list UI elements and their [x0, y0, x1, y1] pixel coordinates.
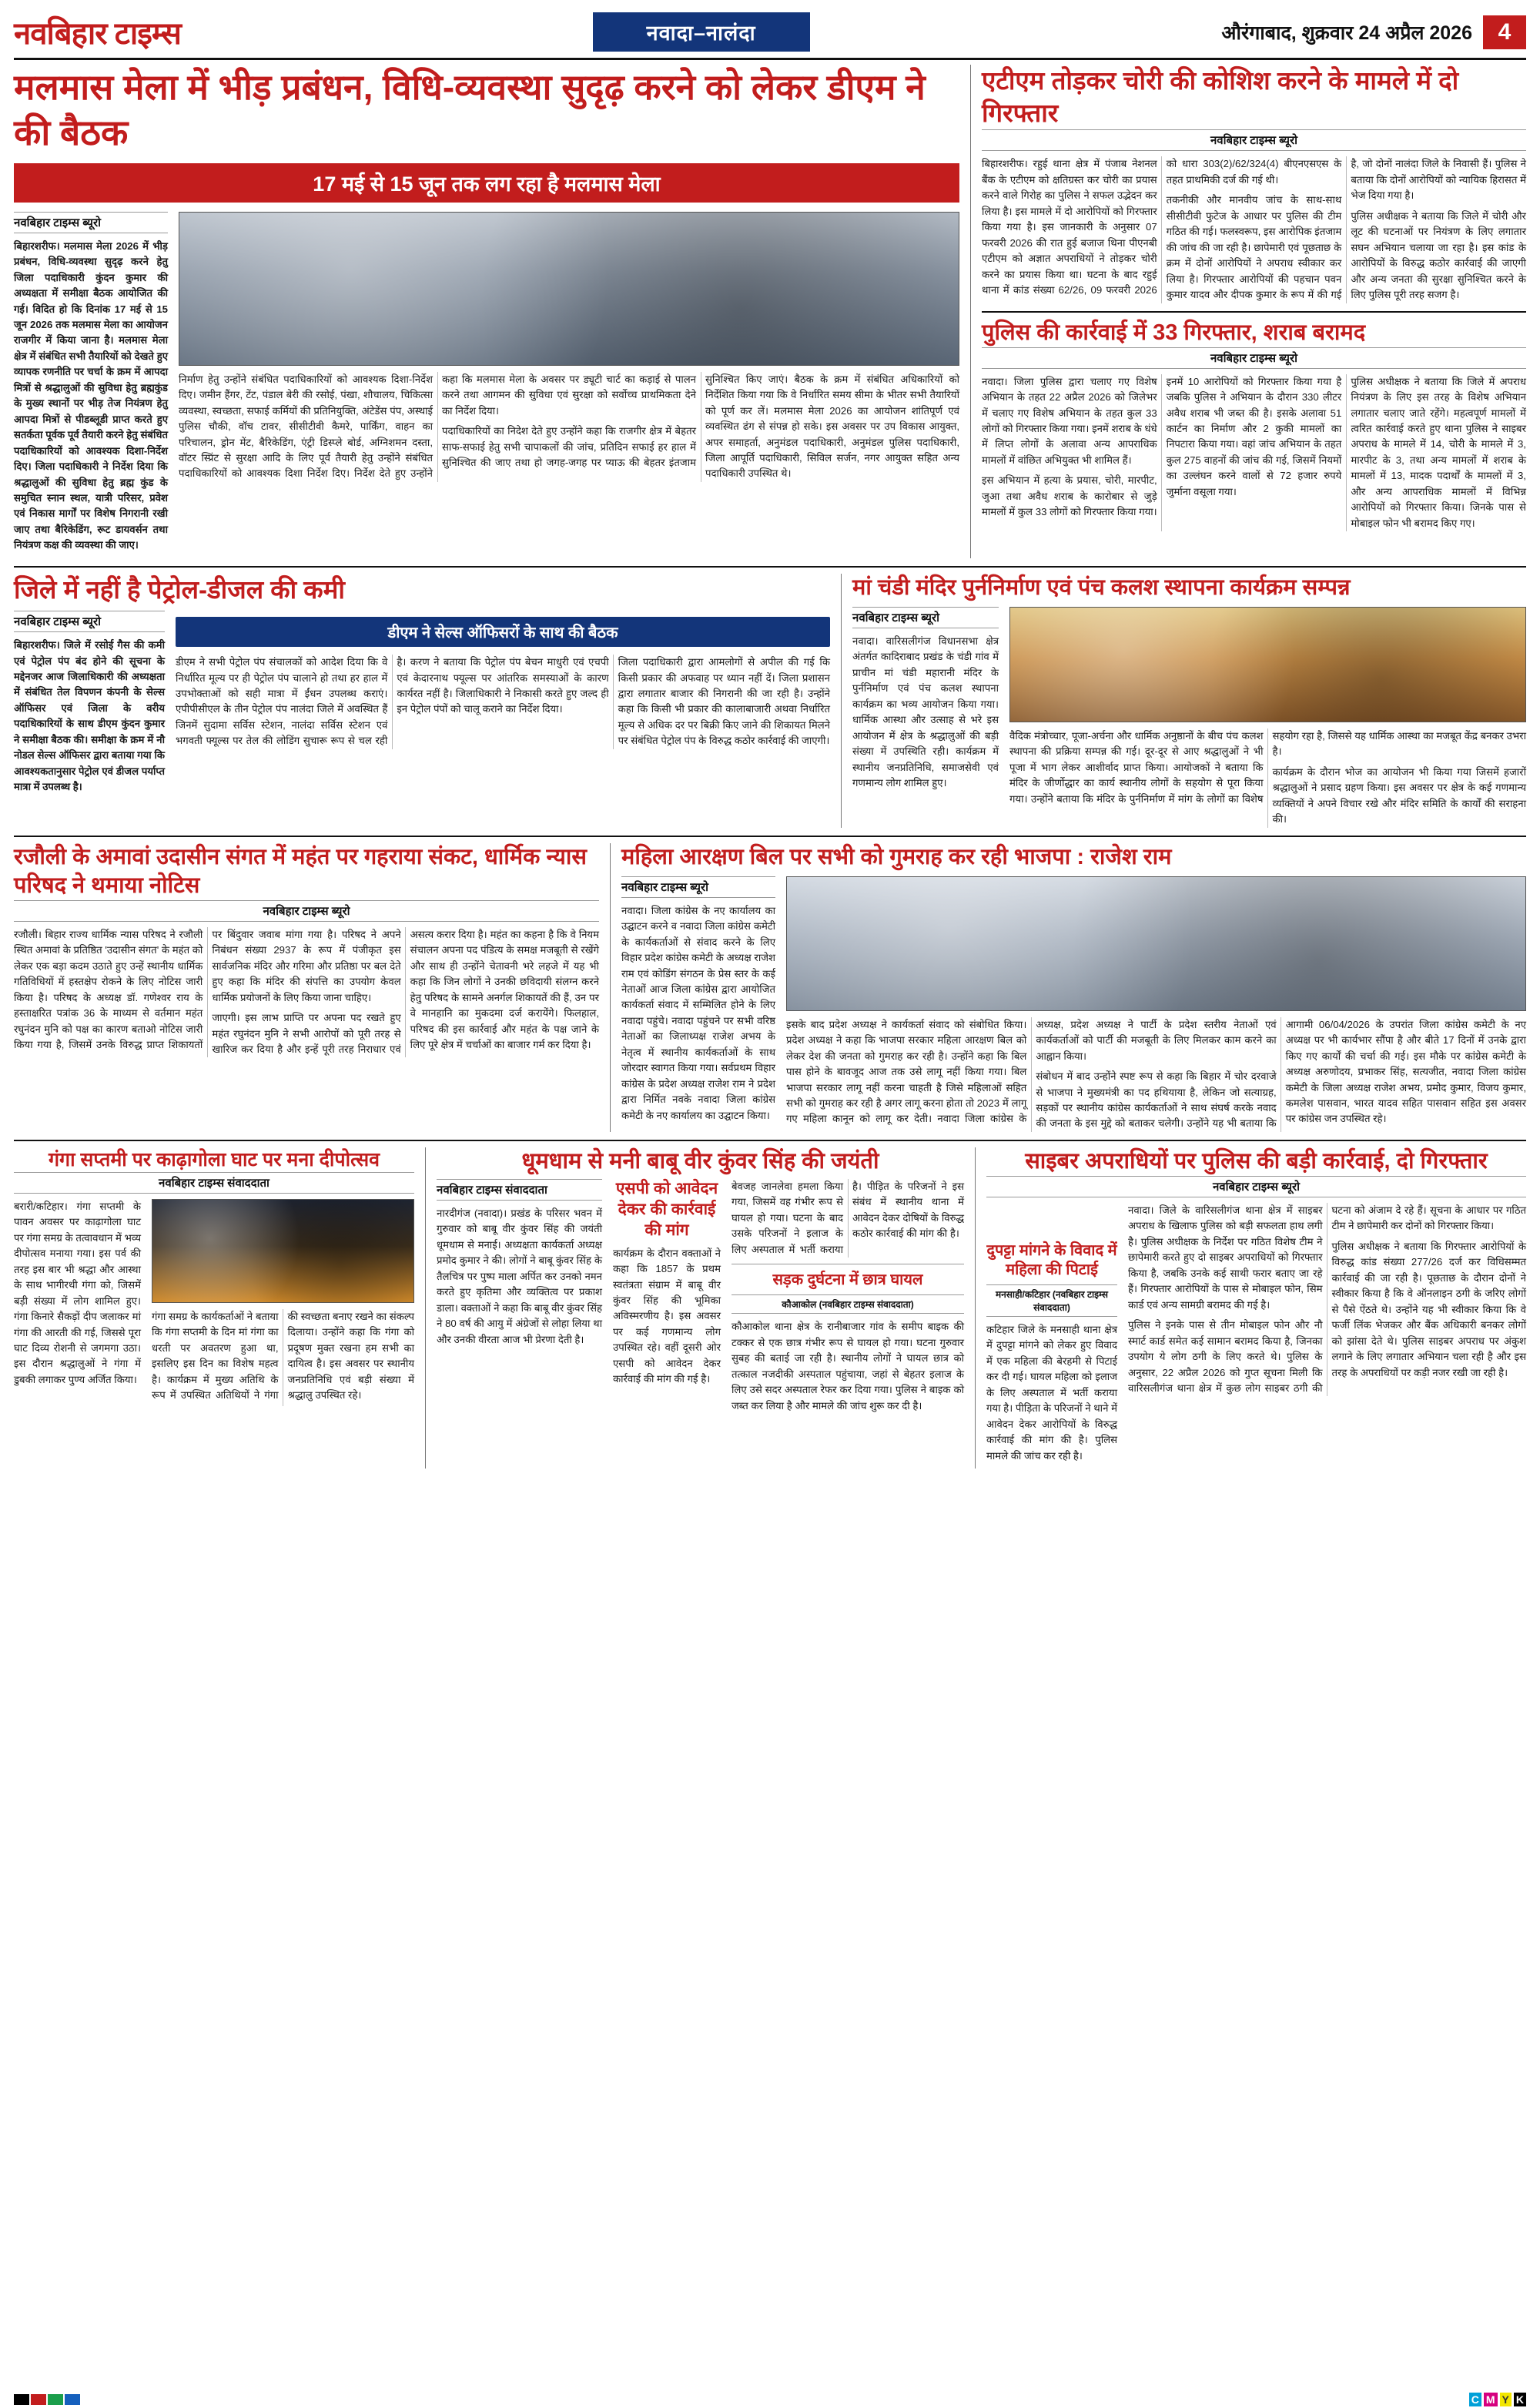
temple-story — [841, 574, 1526, 828]
petrol-col-2 — [176, 611, 830, 800]
ganga-byline: नवबिहार टाइम्स संवाददाता — [14, 1172, 414, 1194]
temple-photo — [1009, 607, 1526, 722]
babu-story — [425, 1147, 964, 1469]
temple-col-1 — [852, 607, 999, 828]
temple-para-1: नवादा। वारिसलीगंज विधानसभा क्षेत्र अंतर्गत कादिराबाद प्रखंड के चंडी गांव में प्राचीन मां चंडी महारानी मंदिर के पुर्ननिर्माण एवं पंच कलश स्थापना कार्यक्रम का भव्य आयोजन किया गया। धार्मिक आस्था और उत्साह से भरे इस आयोजन में क्षेत्र के श्रद्धालुओं की बड़ी संख्या में उपस्थिति रही। कार्यक्रम में स्थानीय जनप्रतिनिधि, समाजसेवी एवं गणमान्य लोग शामिल हुए। — [852, 635, 999, 789]
mahila-photo — [786, 876, 1526, 1011]
rajauli-body — [14, 927, 599, 1058]
dupatta-para-1: कटिहार जिले के मनसाही थाना क्षेत्र में दुपट्टा मांगने को लेकर हुए विवाद में एक महिला की बेरहमी से पिटाई कर दी गई। घायल महिला को इलाज के लिए अस्पताल में भर्ती कराया गया है। पीड़िता के परिजनों ने थाने में आवेदन देकर आरोपियों के विरुद्ध कार्रवाई की मांग की है। पुलिस मामले की जांच कर रही है। — [986, 1324, 1117, 1462]
petrol-byline: नवबिहार टाइम्स ब्यूरो — [14, 611, 165, 632]
babu-col-2 — [613, 1179, 721, 1418]
mahila-body — [786, 1017, 1526, 1132]
babu-col-1 — [437, 1179, 602, 1418]
accident-body — [732, 1319, 964, 1414]
rajauli-para-2: जाएगी। इस लाभ प्राप्ति पर अपना पद रखते हुए महंत रघुनंदन मुनि ने सभी आरोपों को पूरी तरह से खारिज कर दिया है और इन्हें पूरी तरह निराधार एवं असत्य करार दिया है। महंत का कहना है कि वे नियम संचालन अपना पद पंडित्य के समक्ष मजबूती से रखेंगे और साथ ही उन्होंने चेतावनी भरे लहजे में यह भी कहा कि जिन लोगों ने उनकी छविदायी संलग्न करने हेतु परिषद के सामने अनर्गल शिकायतें की हैं, उन पर वे मानहानि का मुकदमा दर्ज करायेंगे। फिलहाल, परिषद की इस कार्रवाई और महंत के पक्ष जाने के लिए पूरे क्षेत्र में चर्चाओं का बाजार गर्म कर दिया है। — [212, 928, 599, 1056]
petrol-inner — [14, 611, 830, 800]
dupatta-body — [986, 1322, 1117, 1464]
mahila-col-2 — [786, 876, 1526, 1132]
ganga-story — [14, 1147, 414, 1469]
divider-1 — [982, 311, 1526, 313]
babu-para-3: बेवजह जानलेवा हमला किया गया, जिसमें वह गंभीर रूप से घायल हो गया। घटना के बाद उसके परिजनों ने इलाज के लिए अस्पताल में भर्ती कराया है। पीड़ित के परिजनों ने इस संबंध में स्थानीय थाना में आवेदन देकर दोषियों के विरुद्ध कठोर कार्रवाई की मांग की है। — [732, 1181, 964, 1255]
reg-mark-k — [14, 2394, 29, 2405]
cyber-para-2: पुलिस ने इनके पास से तीन मोबाइल फोन और नौ स्मार्ट कार्ड समेत कई सामान बरामद किया है, जिनका उपयोग ये लोग ठगी के लिए करते थे। पुलिस के अनुसार, 22 अप्रैल 2026 को गुप्त सूचना मिली कि वारिसलीगंज थाना क्षेत्र में कुछ लोग साइबर ठगी की घटना को अंजाम दे रहे हैं। सूचना के आधार पर गठित टीम ने छापेमारी कर दोनों को गिरफ्तार किया। — [1128, 1204, 1526, 1395]
temple-body — [1009, 728, 1526, 828]
mahila-inner — [621, 876, 1526, 1132]
dateline: औरंगाबाद, शुक्रवार 24 अप्रैल 2026 — [1221, 22, 1472, 44]
reg-mark-g — [48, 2394, 63, 2405]
petrol-body — [176, 655, 830, 749]
babu-headline: धूमधाम से मनी बाबू वीर कुंवर सिंह की जयंती — [521, 1148, 879, 1174]
atm-body — [982, 156, 1526, 303]
edition-banner-wrap — [195, 11, 1207, 53]
temple-headline: मां चंडी मंदिर पुर्ननिर्माण एवं पंच कलश स्थापना कार्यक्रम सम्पन्न — [852, 574, 1351, 600]
lead-red-band: 17 मई से 15 जून तक लग रहा है मलमास मेला — [14, 163, 959, 203]
cmyk-c: C — [1469, 2393, 1481, 2406]
babu-body — [732, 1179, 964, 1258]
mahila-para-3: संबोधन में बाद उन्होंने स्पष्ट रूप से कहा कि बिहार में चोर दरवाजे से भाजपा ने मुख्यमंत्री का पद हथियाया है, लेकिन जो सत्याग्रह, सड़कों पर स्थानीय कांग्रेस कार्यकर्ताओं ने साथ संघर्ष करके नवाद की जनता के इस मुद्दे को बताकर चलेगी। उन्होंने यह भी बताया कि आगामी 06/04/2026 के उपरांत जिला कांग्रेस कमेटी के नए अध्यक्ष पर भी कार्यभार सौंपा है और बीते 17 दिनों में उनके द्वारा किए गए कार्यों की चर्चा की गई। इस मौके पर कांग्रेस कमेटी के अध्यक्ष अरुणोदय, प्रभाकर सिंह, सत्यजीत, नवादा जिला कांग्रेस कमेटी के जिला अध्यक्ष राजेश अभय, प्रमोद कुमार, विजय कुमार, कमलेश पासवान, भारत यादव सहित पासवान सहित इस अवसर पर कांग्रेस जन उपस्थित रहे। — [1036, 1018, 1526, 1130]
rajauli-para-1: रजौली। बिहार राज्य धार्मिक न्यास परिषद ने रजौली स्थित अमावां के प्रतिष्ठित 'उदासीन संगत' के महंत को लेकर एक बड़ा कदम उठाते हुए उन्हें स्थानीय धार्मिक गतिविधियों में हस्तक्षेप रोकने के लिए नोटिस जारी किया है। परिषद के अध्यक्ष डॉ. गणेश्वर राय के हस्ताक्षरित पत्रांक 36 के माध्यम से वर्तमान महंत रघुनंदन मुनि को पक्ष का कारण बताओ नोटिस जारी किया गया है, जिसमें उनके विरुद्ध प्राप्त शिकायतों पर बिंदुवार जवाब मांगा गया है। परिषद ने अपने निबंधन संख्या 2937 के रूप में पंजीकृत इस सार्वजनिक मंदिर और गरिमा और प्रतिष्ठा पर बल देते हुए कहा कि मंदिर की संपत्ति का उपयोग केवल धार्मिक प्रयोजनों के लिए किया जाना चाहिए। — [14, 928, 401, 1051]
atm-byline: नवबिहार टाइम्स ब्यूरो — [982, 129, 1526, 151]
petrol-col-1 — [14, 611, 165, 800]
police33-body — [982, 374, 1526, 532]
babu-para-2: कार्यक्रम के दौरान वक्ताओं ने कहा कि 1857 के प्रथम स्वतंत्रता संग्राम में बाबू वीर कुंवर सिंह की भूमिका अविस्मरणीय है। इस अवसर पर कई गणमान्य लोग उपस्थित रहे। वहीं दूसरी ओर एसपी को आवेदन देकर कार्रवाई की मांग की गई है। — [613, 1247, 721, 1385]
cyber-column — [975, 1147, 1526, 1469]
cmyk-y: Y — [1500, 2393, 1512, 2406]
atm-headline: एटीएम तोड़कर चोरी की कोशिश करने के मामले में दो गिरफ्तार — [982, 66, 1459, 128]
mahila-story — [610, 843, 1526, 1132]
lead-para-1 — [14, 239, 168, 554]
edition-banner: नवादा–नालंदा — [593, 12, 810, 52]
babu-para-1-wrap — [437, 1206, 602, 1348]
temple-para-2: वैदिक मंत्रोच्चार, पूजा-अर्चना और धार्मिक अनुष्ठानों के बीच पंच कलश स्थापना की प्रक्रिया सम्पन्न की गई। दूर-दूर से आए श्रद्धालुओं ने भी पूजा में भाग लेकर आशीर्वाद प्राप्त किया। आयोजकों ने बताया कि मंदिर के जीर्णोद्धार का कार्य स्थानीय लोगों के सहयोग से पूरा किया गया। उन्होंने बताया कि मंदिर के पुर्ननिर्माण में मांग के लोगों का विशेष सहयोग रहा है, जिससे यह धार्मिक आस्था का मजबूत केंद्र बनकर उभरा है। — [1009, 729, 1526, 805]
petrol-story — [14, 574, 830, 828]
rajauli-byline: नवबिहार टाइम्स ब्यूरो — [14, 900, 599, 922]
ganga-inner — [14, 1199, 414, 1406]
petrol-blue-band: डीएम ने सेल्स ऑफिसरों के साथ की बैठक — [176, 617, 830, 647]
rajauli-story — [14, 843, 599, 1132]
divider-4 — [14, 1140, 1526, 1141]
ganga-para-1-wrap — [14, 1199, 141, 1388]
divider-2 — [14, 566, 1526, 568]
lead-photo — [179, 212, 959, 366]
cyber-byline: नवबिहार टाइम्स ब्यूरो — [986, 1176, 1526, 1197]
lead-para-2: निर्माण हेतु उन्होंने संबंधित पदाधिकारियों को आवश्यक दिशा-निर्देश दिए। जमीन हैंगर, टेंट, पंडाल बेरी की रसोई, पंखा, शौचालय, चिकित्सा व्यवस्था, स्वच्छता, सफाई कर्मियों की प्रतिनियुक्ति, अंटेडेंस पंप, अस्थाई पुलिस चौकी, वॉच टावर, सीसीटीवी कैमरे, पार्किंग, वाहन का परिचालन, ड्रोन मेंट, बैरिकेडिंग, एंट्री डिस्प्ले बोर्ड, अग्निशमन दस्ता, वॉटर स्प्रिंट से सुरक्षा आदि के लिए पूर्व तैयारी हेतु उन्होंने संबंधित पदाधिकारियों को आवश्यक दिशा निर्देश दिए। निर्देश देते हुए उन्होंने कहा कि मलमास मेला के अवसर पर ड्यूटी चार्ट का कड़ाई से पालन करने तथा आगमन की सुविधा एवं सुरक्षा को सर्वोच्च प्राथमिकता देने का निर्देश दिया। — [179, 373, 696, 480]
mahila-byline: नवबिहार टाइम्स ब्यूरो — [621, 876, 775, 898]
temple-inner — [852, 607, 1526, 828]
babu-inner — [437, 1179, 964, 1418]
mahila-headline: महिला आरक्षण बिल पर सभी को गुमराह कर रही भाजपा : राजेश राम — [621, 844, 1172, 869]
police33-para-3: पुलिस अधीक्षक ने बताया कि जिले में अपराध नियंत्रण के लिए इस तरह के विशेष अभियान लगातार चलाए जाते रहेंगे। महत्वपूर्ण मामलों में त्वरित कार्रवाई करते हुए थाना पुलिस ने साइबर अपराध के मामले में 14, चोरी के मामले में 3, मारपीट के 3, तथा अन्य मामलों में शराब के मामलों में 13, मादक पदार्थों के मामलों में 3, और अन्य आपराधिक मामलों में विभिन्न आरोपियों को गिरफ्तार किया। जिनके पास से मोबाइल फोन भी बरामद किए गए। — [1351, 375, 1526, 529]
police33-headline: पुलिस की कार्रवाई में 33 गिरफ्तार, शराब बरामद — [982, 320, 1366, 345]
accident-para-1: कौआकोल थाना क्षेत्र के रानीबाजार गांव के समीप बाइक की टक्कर से एक छात्र गंभीर रूप से घायल हो गया। घटना गुरुवार सुबह की बताई जा रही है। स्थानीय लोगों ने घायल छात्र को तत्काल नजदीकी अस्पताल पहुंचाया, जहां से बेहतर इलाज के लिए उसे सदर अस्पताल रेफर कर दिया गया। पुलिस ने बाइक को जब्त कर लिया है और मामले की जांच शुरू कर दी है। — [732, 1321, 964, 1412]
ganga-body — [152, 1309, 414, 1406]
masthead-right — [1207, 11, 1526, 53]
ganga-headline: गंगा सप्तमी पर काढ़ागोला घाट पर मना दीपोत्सव — [48, 1148, 380, 1171]
cmyk-m: M — [1484, 2393, 1498, 2406]
masthead — [14, 11, 1526, 60]
lead-paras-rest — [179, 372, 959, 482]
lead-col-1 — [14, 212, 168, 558]
row-2 — [14, 574, 1526, 828]
police33-para-1: नवादा। जिला पुलिस द्वारा चलाए गए विशेष अभियान के तहत 22 अप्रैल 2026 को जिलेभर में चलाए गए विशेष अभियान के तहत कुल 33 लोगों को गिरफ्तार किया गया। इनमें शराब के धंधे में लिप्त लोगों के अलावा अन्य आपराधिक मामलों में वांछित अभियुक्त भी शामिल हैं। — [982, 375, 1157, 466]
cmyk-k: K — [1514, 2393, 1526, 2406]
lead-byline: नवबिहार टाइम्स ब्यूरो — [14, 212, 168, 233]
registration-marks-left — [14, 2394, 80, 2405]
lead-para-3: पदाधिकारियों का निदेश देते हुए उन्होंने कहा कि राजगीर क्षेत्र में बेहतर साफ-सफाई हेतु सभी चापाकलों की जांच, प्रतिदिन सफाई हर हाल में सुनिश्चित की जाए तथा हो जगह-जगह पर प्याऊ की बेहतर इंतजाम सुनिश्चित किए जाएं। बैठक के क्रम में संबंधित अधिकारियों को निर्देशित किया गया कि वे निर्धारित समय सीमा के भीतर सभी तैयारियों को पूर्ण कर लें। मलमास मेला 2026 का आयोजन शांतिपूर्ण एवं व्यवस्थित ढंग से संपन्न हो सके। इस अवसर पर उप विकास आयुक्त, अपर समाहर्ता, अनुमंडल पदाधिकारी, अनुमंडल पुलिस पदाधिकारी, जिला आपूर्ति पदाधिकारी, सिविल सर्जन, नगर आयुक्त सहित अन्य पदाधिकारी उपस्थित थे। — [442, 373, 959, 480]
petrol-para-1-wrap — [14, 638, 165, 795]
reg-mark-m — [31, 2394, 46, 2405]
police33-para-2: इस अभियान में हत्या के प्रयास, चोरी, मारपीट, जुआ तथा अवैध शराब के कारोबार से जुड़े मामलों में कुल 33 लोगों को गिरफ्तार किया गया। इनमें 10 आरोपियों को गिरफ्तार किया गया है जबकि पुलिस ने अभियान के दौरान 330 लीटर अवैध शराब भी जब्त की है। इसके अलावा 51 कार्टन का निर्माण और 2 कुकी मामलों का निपटारा किया गया। वहां जांच अभियान के तहत कुल 275 वाहनों की जांच की गई, जिसमें नियमों का उल्लंघन करने वालों से 72 हजार रुपये जुर्माना वसूला गया। — [982, 375, 1342, 518]
petrol-para-3: जिला पदाधिकारी द्वारा आमलोगों से अपील की गई कि किसी प्रकार की अफवाह पर ध्यान नहीं दें। जिला प्रशासन द्वारा लगातार बाजार की निगरानी की जा रही है। उन्होंने कहा कि किसी भी प्रकार की कालाबाजारी अथवा निर्धारित मूल्य से अधिक दर पर बिक्री किए जाने की शिकायत मिलने पर संबंधित पेट्रोल पंप के विरुद्ध कठोर कार्रवाई की जाएगी। — [618, 656, 830, 747]
cyber-inner — [986, 1203, 1526, 1469]
petrol-para-2: डीएम ने सभी पेट्रोल पंप संचालकों को आदेश दिया कि वे निर्धारित मूल्य पर ही पेट्रोल पंप चालाने हो तथा हर हाल में उपभोक्ताओं को सही मात्रा में ईंधन उपलब्ध कराएं। एपीपीसीएल के तीन पेट्रोल पंप नालंदा जिले में अवस्थित हैं जिनमें सुदामा सर्विस स्टेशन, नालंदा सर्विस स्टेशन एवं भगवती फ्यूल्स पर तेल की लोडिंग सुचारू रूप से चल रही है। करण ने बताया कि पेट्रोल पंप बेचन माधुरी एवं एचपी एवं केदारनाथ फ्यूल्स पर आंतरिक समस्याओं के कारण कार्यरत नहीं है। जिलाधिकारी ने निकासी करते हुए जल्द ही इन पेट्रोल पंपों को चालू कराने का निर्देश दिया। — [176, 656, 609, 747]
lead-body-row — [14, 212, 959, 558]
ganga-para-1: बरारी/कटिहार। गंगा सप्तमी के पावन अवसर पर काढ़ागोला घाट पर गंगा समग्र के तत्वावधान में भव्य दीपोत्सव मनाया गया। इस पर्व की तरह इस बार भी श्रद्धा और आस्था के साथ भागीरथी गंगा को, जिसमें बड़ी संख्या में लोग शामिल हुए। गंगा किनारे सैकड़ों दीप जलाकर मां गंगा की आरती की गई, जिससे पूरा घाट दिव्य रोशनी से जगमगा उठा। इस दौरान श्रद्धालुओं ने गंगा में डुबकी लगाकर पुण्य अर्जित किया। — [14, 1200, 141, 1385]
divider-3 — [14, 836, 1526, 837]
ganga-para-2: गंगा समग्र के कार्यकर्ताओं ने बताया कि गंगा सप्तमी के दिन मां गंगा का धरती पर अवतरण हुआ था, इसलिए इस दिन का विशेष महत्व है। कार्यक्रम में मुख्य अतिथि के रूप में उपस्थित अतिथियों ने गंगा की स्वच्छता बनाए रखने का संकल्प दिलाया। उन्होंने कहा कि गंगा को प्रदूषण मुक्त रखना हम सभी का दायित्व है। इस अवसर पर स्थानीय जनप्रतिनिधि एवं बड़ी संख्या में श्रद्धालु उपस्थित रहे। — [152, 1310, 414, 1402]
cyber-headline: साइबर अपराधियों पर पुलिस की बड़ी कार्रवाई, दो गिरफ्तार — [1025, 1148, 1488, 1174]
row-1 — [14, 65, 1526, 558]
babu-byline: नवबिहार टाइम्स संवाददाता — [437, 1179, 602, 1201]
mahila-col-1 — [621, 876, 775, 1132]
row-3 — [14, 843, 1526, 1132]
cyber-para-1: नवादा। जिले के वारिसलीगंज थाना क्षेत्र में साइबर अपराध के खिलाफ पुलिस को बड़ी सफलता हाथ लगी है। पुलिस अधीक्षक के निर्देश पर गठित विशेष टीम ने छापेमारी करते हुए दो साइबर अपराधियों को गिरफ्तार किया है, जबकि उनके कई साथी फरार बताए जा रहे हैं। गिरफ्तार आरोपियों के पास से मोबाइल फोन, सिम कार्ड एवं अन्य सामग्री बरामद की गई है। — [1128, 1204, 1323, 1311]
temple-byline: नवबिहार टाइम्स ब्यूरो — [852, 607, 999, 628]
police33-story — [982, 319, 1526, 532]
petrol-headline: जिले में नहीं है पेट्रोल-डीजल की कमी — [14, 574, 345, 604]
atm-para-1: बिहारशरीफ। रहुई थाना क्षेत्र में पंजाब नेशनल बैंक के एटीएम को क्षतिग्रस्त कर चोरी का प्रयास करने वाले गिरोह का पुलिस ने सफल उद्भेदन कर लिया है। इस मामले में दो आरोपियों को गिरफ्तार किया गया है। इस जानकारी के अनुसार 07 फरवरी 2026 की रात हुई बजाज थिना पीएनबी एटीएम को अज्ञात अपराधियों ने तोड़कर चोरी करने का प्रयास किया था। घटना के बाद रहुई थाना में कांड संख्या 62/26, 09 फरवरी 2026 को धारा 303(2)/62/324(4) बीएनएसएस के तहत प्राथमिकी दर्ज की गई थी। — [982, 158, 1342, 296]
rajauli-headline: रजौली के अमावां उदासीन संगत में महंत पर गहराया संकट, धार्मिक न्यास परिषद ने थमाया नोटिस — [14, 844, 587, 898]
ganga-photo — [152, 1199, 414, 1303]
babu-col-3 — [732, 1179, 964, 1418]
babu-para-1: नारदीगंज (नवादा)। प्रखंड के परिसर भवन में गुरुवार को बाबू वीर कुंवर सिंह की जयंती धूमधाम से मनाई। अध्यक्षता कार्यकर्ता अध्यक्ष प्रमोद कुमार ने की। लोगों ने बाबू कुंवर सिंह के तैलचित्र पर पुष्प माला अर्पित कर उनको नमन करते हुए कृतिमा और व्यक्तित्व पर प्रकाश डाला। वक्ताओं ने कहा कि बाबू वीर कुंवर सिंह ने 80 वर्ष की आयु में अंग्रेजों से लोहा लिया था और उनकी वीरता आज भी प्रेरणा देती है। — [437, 1207, 602, 1345]
mahila-para-2: इसके बाद प्रदेश अध्यक्ष ने कार्यकर्ता संवाद को संबोधित किया। प्रदेश अध्यक्ष ने कहा कि भाजपा सरकार महिला आरक्षण बिल को लेकर देश की जनता को गुमराह कर रही है। उन्होंने कहा कि बिल पास होने के बावजूद आज तक उसे लागू नहीं किया गया। बिल भाजपा सरकार लागू नहीं करना चाहती है जिसे महिलाओं सहित सभी को गुमराह कर रही है अगर लागू करना होता तो 2023 में लागू गए महिला कानून को लागू कर देती। नवादा जिला कांग्रेस के अध्यक्ष, प्रदेश अध्यक्ष ने पार्टी के प्रदेश स्तरीय नेताओं एवं कार्यकर्ताओं को पार्टी की मजबूती के लिए मिलकर काम करने का आह्वान किया। — [786, 1018, 1277, 1125]
accident-byline: कौआकोल (नवबिहार टाइम्स संवाददाता) — [732, 1294, 964, 1314]
ganga-col-2 — [152, 1199, 414, 1406]
cyber-body-wrap — [1128, 1203, 1526, 1469]
atm-story — [982, 65, 1526, 303]
accident-headline: सड़क दुर्घटना में छात्र घायल — [772, 1271, 923, 1289]
temple-para-3: कार्यक्रम के दौरान भोज का आयोजन भी किया गया जिसमें हजारों श्रद्धालुओं ने प्रसाद ग्रहण किया। इस अवसर पर क्षेत्र के कई गणमान्य व्यक्तियों ने अपने विचार रखे और मंदिर समिति के कार्यों की सराहना की। — [1272, 765, 1526, 826]
atm-para-2: तकनीकी और मानवीय जांच के साथ-साथ सीसीटीवी फुटेज के आधार पर पुलिस की टीम गठित की गई। फलस्वरूप, इस आरोपिक इंतजाम की जांच की जा रही है। छापेमारी एवं पूछताछ के क्रम में दोनों आरोपियों ने अपराध स्वीकार कर लिया है। गिरफ्तार आरोपियों की पहचान पवन कुमार यादव और दीपक कुमार के रूप में की गई है, जो दोनों नालंदा जिले के निवासी हैं। पुलिस ने बताया कि दोनों आरोपियों को न्यायिक हिरासत में भेज दिया गया है। — [1166, 158, 1526, 301]
dupatta-headline: दुपट्टा मांगने के विवाद में महिला की पिटाई — [986, 1242, 1117, 1279]
atm-para-3: पुलिस अधीक्षक ने बताया कि जिले में चोरी और लूट की घटनाओं पर नियंत्रण के लिए लगातार सघन अभियान चलाया जा रहा है। इस कांड के आरोपियों के विरुद्ध कठोर कार्रवाई की जाएगी और अन्य जनता की सुरक्षा सुनिश्चित करने के लिए पुलिस पूरी तरह सजग है। — [1351, 209, 1526, 301]
temple-para-1-wrap — [852, 634, 999, 792]
babu-sub-headline: एसपी को आवेदन देकर की कार्रवाई की मांग — [615, 1180, 718, 1239]
lead-story — [14, 65, 959, 558]
newspaper-logo: नवबिहार टाइम्स — [14, 17, 181, 51]
police33-byline: नवबिहार टाइम्स ब्यूरो — [982, 347, 1526, 369]
mahila-para-1: नवादा। जिला कांग्रेस के नए कार्यालय का उद्घाटन करने व नवादा जिला कांग्रेस कमेटी के कार्यकर्ताओं से संवाद करने के लिए विहार प्रदेश कांग्रेस कमेटी के अध्यक्ष राजेश राम एवं कोडिंग संगठन के प्रेस स्तर के कई नेताओं आज जिला कांग्रेस द्वारा आयोजित कार्यकर्ता संवाद में सम्मिलित होने के लिए नवादा पहुंचे। नवादा पहुंचने पर सभी वरिष्ठ नेताओं का जिलाध्यक्ष राजेश अभय के नेतृत्व में स्थानीय कार्यकर्ताओं के साथ जोरदार स्वागत किया गया। सर्वप्रथम विहार कांग्रेस के प्रदेश अध्यक्ष राजेश राम ने प्रदेश द्वारा निर्मित नवके नवादा जिला कांग्रेस कमेटी के नए कार्यालय का उद्घाटन किया। — [621, 904, 775, 1121]
petrol-para-1: बिहारशरीफ। जिले में रसोई गैस की कमी एवं पेट्रोल पंप बंद होने की सूचना के मद्देनजर आज जिलाधिकारी की अध्यक्षता में संबंधित तेल विपणन कंपनी के सेल्स ऑफिसर एवं जिला के वरीय पदाधिकारियों के साथ डीएम कुंदन कुमार ने समीक्षा बैठक की। समीक्षा के क्रम में नौ नोडल सेल्स ऑफिसर द्वारा बताया गया कि आवश्यकतानुसार पेट्रोल एवं डीजल पर्याप्त मात्रा में उपलब्ध है। — [14, 639, 165, 793]
dupatta-byline: मनसाही/कटिहार (नवबिहार टाइम्स संवाददाता) — [986, 1284, 1117, 1317]
lead-col-2 — [179, 212, 959, 558]
cyber-body — [1128, 1203, 1526, 1396]
temple-col-2 — [1009, 607, 1526, 828]
cyber-para-3: पुलिस अधीक्षक ने बताया कि गिरफ्तार आरोपियों के विरुद्ध कांड संख्या 277/26 दर्ज कर विधिसम्मत कार्रवाई की जा रही है। पूछताछ के दौरान दोनों ने स्वीकार किया है कि वे ऑनलाइन ठगी के जरिए लोगों से पैसे ऐंठते थे। उन्होंने यह भी स्वीकार किया कि वे फर्जी लिंक भेजकर और बैंक अधिकारी बनकर लोगों को झांसा देते थे। पुलिस साइबर अपराध पर अंकुश लगाने के लिए लगातार अभियान चला रही है और इस तरह के अपराधियों पर कड़ी नजर रखी जा रही है। — [1331, 1240, 1526, 1378]
cmyk-marks — [1469, 2393, 1526, 2406]
lead-para-1-text: बिहारशरीफ। मलमास मेला 2026 में भीड़ प्रबंधन, विधि-व्यवस्था सुदृढ़ करने हेतु जिला पदाधिकारी कुंदन कुमार की अध्यक्षता में समीक्षा बैठक आयोजित की गई। विदित हो कि दिनांक 17 मई से 15 जून 2026 तक मलमास मेला का आयोजन राजगीर में किया जाना है। मलमास मेला क्षेत्र में संबंधित सभी तैयारियों को देखते हुए व्यापक रणनीति पर चर्चा के क्रम में आपदा मित्रों से श्रद्धालुओं की सुविधा हेतु ब्रह्मकुंड के मुख्य स्थानों पर भीड़ तेज नियंत्रण हेतु आपदा मित्रों से पीडब्लूडी प्राप्त करते हुए सतर्कता पूर्वक पूर्व तैयारी करने हेतु संबंधित पदाधिकारियों को आवश्यक दिशा-निर्देश दिए। जिला पदाधिकारी ने निर्देश दिया कि श्रद्धालुओं की सुविधा हेतु ब्रह्म कुंड के समुचित स्नान स्थल, यात्री परिसर, प्रवेश एवं निकास मार्गों पर विशेष निगरानी रखी जाए तथा बैरिकेडिंग, रूट डायवर्सन तथा नियंत्रण कक्ष की व्यवस्था की जाए। — [14, 239, 168, 551]
dupatta-story — [986, 1203, 1117, 1469]
mahila-para-1-wrap — [621, 903, 775, 1124]
page-number-badge: 4 — [1483, 15, 1526, 49]
reg-mark-c — [65, 2394, 80, 2405]
lead-headline: मलमास मेला में भीड़ प्रबंधन, विधि-व्यवस्था सुदृढ़ करने को लेकर डीएम ने की बैठक — [14, 67, 926, 152]
right-column-top — [970, 65, 1526, 558]
babu-para-2-wrap — [613, 1246, 721, 1388]
ganga-col-1 — [14, 1199, 141, 1406]
row-4 — [14, 1147, 1526, 1469]
